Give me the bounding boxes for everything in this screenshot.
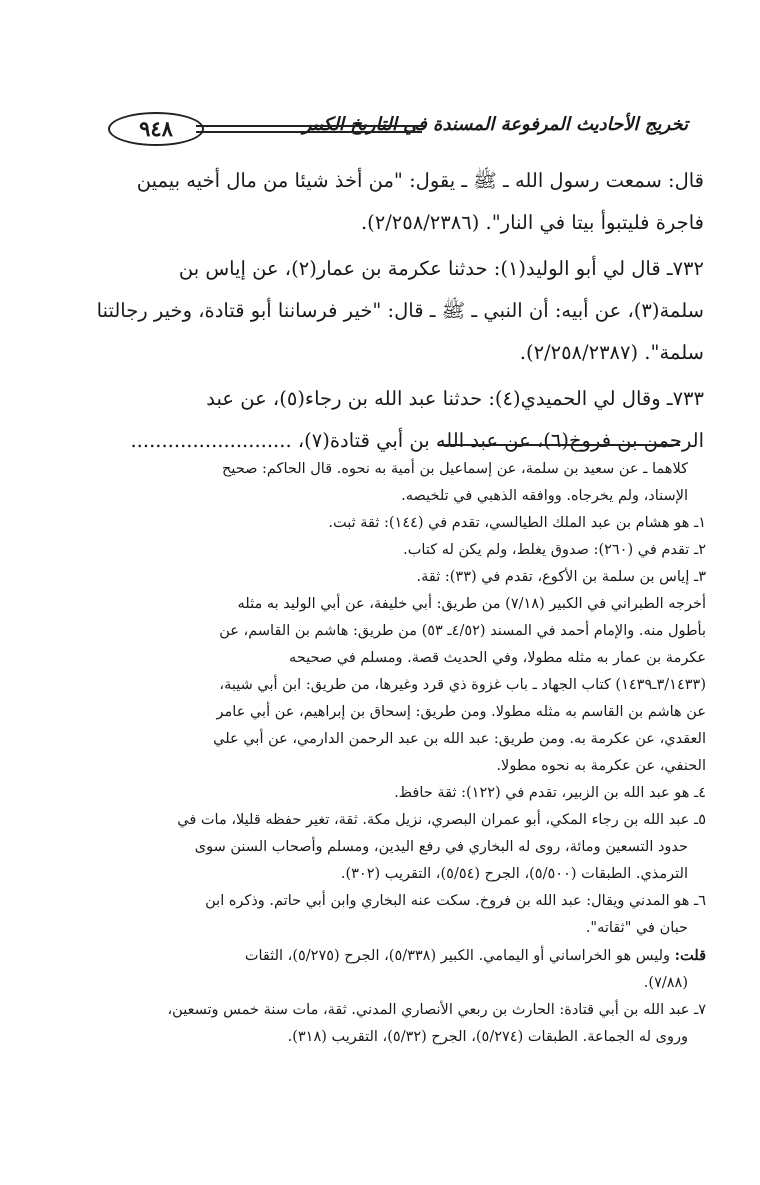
footnote-line: حبان في "ثقاته". [585,920,688,936]
comment-text: وليس هو الخراساني أو اليمامي. الكبير (٥/٣٣٨)، الجرح (٥/٢٧٥)، الثقات [244,948,671,964]
hadith-line: فاجرة فليتبوأ بيتا في النار". (٢/٢٥٨/٢٣٨٦). [360,211,704,234]
footnote-line: الترمذي. الطبقات (٥/٥٠٠)، الجرح (٥/٥٤)، التقريب (٣٠٢). [340,866,688,882]
footnote-line: حدود التسعين ومائة، روى له البخاري في رفع اليدين، ومسلم وأصحاب السنن سوى [194,839,688,855]
footnote-comment [70,942,706,970]
footnote-3: ٣ـ إياس بن سلمة بن الأكوع، تقدم في (٣٣): ثقة. [416,569,706,585]
footnote-line: الحنفي، عن عكرمة به نحوه مطولا. [496,758,706,774]
footnote-line: (٧/٨٨). [643,975,688,991]
hadith-733-line: الرحمن بن فروخ(٦)، عن عبد الله بن أبي قتادة(٧)، .......................... [130,429,704,452]
header-title: تخريج الأحاديث المرفوعة المسندة في التاريخ الكبير [302,114,688,135]
footnote-line: عن هاشم بن القاسم به مثله مطولا. ومن طريق: إسحاق بن إبراهيم، عن أبي عامر [216,704,706,720]
footnote-line: الإسناد، ولم يخرجاه. ووافقه الذهبي في تلخيصه. [401,488,688,504]
main-text [78,160,704,462]
footnote-divider [438,444,680,446]
footnote-line: كلاهما ـ عن سعيد بن سلمة، عن إسماعيل بن أمية به نحوه. قال الحاكم: صحيح [221,461,688,477]
header-rule [196,125,422,133]
footnote-6: ٦ـ هو المدني ويقال: عبد الله بن فروخ. سكت عنه البخاري وابن أبي حاتم. وذكره ابن [205,893,706,909]
hadith-732-line: سلمة(٣)، عن أبيه: أن النبي ـ ﷺ ـ قال: "خير فرساننا أبو قتادة، وخير رجالتنا [96,299,704,322]
footnote-line: عكرمة بن عمار به مثله مطولا، وفي الحديث قصة. ومسلم في صحيحه [288,650,706,666]
footnote-line: بأطول منه. والإمام أحمد في المسند (٤/٥٢ـ ٥٣) من طريق: هاشم بن القاسم، عن [219,623,706,639]
footnote-line: (٣/١٤٣٣ـ١٤٣٩) كتاب الجهاد ـ باب غزوة ذي قرد وغيرها، من طريق: ابن أبي شيبة، [219,677,706,693]
hadith-733-line: ٧٣٣ـ وقال لي الحميدي(٤): حدثنا عبد الله بن رجاء(٥)، عن عبد [206,387,704,410]
footnote-1: ١ـ هو هشام بن عبد الملك الطيالسي، تقدم في (١٤٤): ثقة ثبت. [328,515,706,531]
comment-label: قلت: [674,947,706,964]
footnote-2: ٢ـ تقدم في (٢٦٠): صدوق يغلط، ولم يكن له كتاب. [403,542,706,558]
running-header [108,112,688,148]
footnote-line: أخرجه الطبراني في الكبير (٧/١٨) من طريق: أبي خليفة، عن أبي الوليد به مثله [237,596,706,612]
hadith-732-line: سلمة". (٢/٢٥٨/٢٣٨٧). [519,341,704,364]
footnote-4: ٤ـ هو عبد الله بن الزبير، تقدم في (١٢٢): ثقة حافظ. [394,785,706,801]
footnote-line: العقدي، عن عكرمة به. ومن طريق: عبد الله بن عبد الرحمن الدارمي، عن أبي علي [213,731,706,747]
footnotes [70,456,706,1051]
footnote-line: وروى له الجماعة. الطبقات (٥/٢٧٤)، الجرح (٥/٣٢)، التقريب (٣١٨). [287,1029,688,1045]
hadith-line: قال: سمعت رسول الله ـ ﷺ ـ يقول: "من أخذ شيئا من مال أخيه بيمين [136,169,704,192]
page-number: ٩٤٨ [108,112,204,146]
footnote-7: ٧ـ عبد الله بن أبي قتادة: الحارث بن ربعي الأنصاري المدني. ثقة، مات سنة خمس وتسعين، [167,1002,706,1018]
hadith-732-line: ٧٣٢ـ قال لي أبو الوليد(١): حدثنا عكرمة بن عمار(٢)، عن إياس بن [178,257,704,280]
footnote-5: ٥ـ عبد الله بن رجاء المكي، أبو عمران البصري، نزيل مكة. ثقة، تغير حفظه قليلا، مات في [177,812,706,828]
